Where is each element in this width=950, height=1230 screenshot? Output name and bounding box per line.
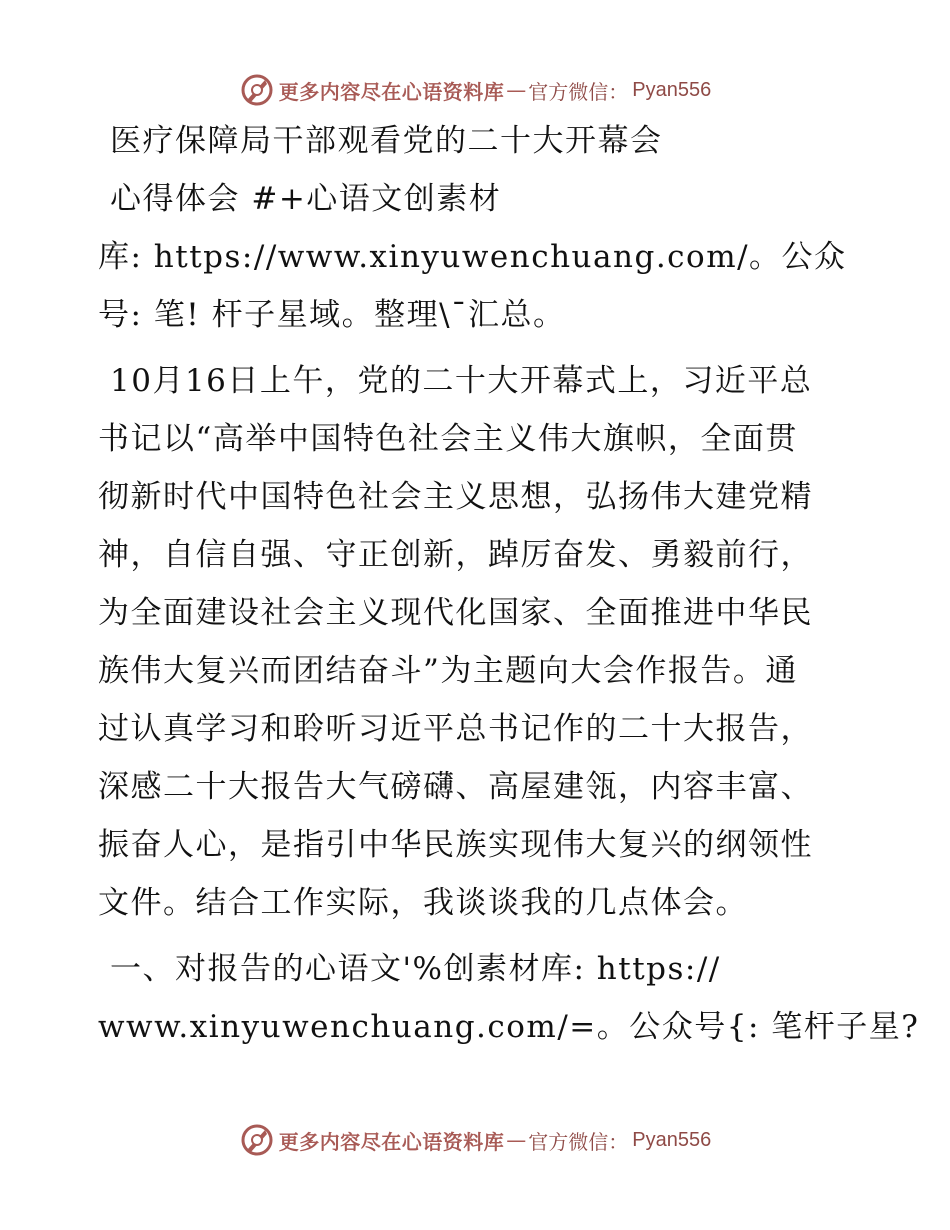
quill-seal-icon — [239, 1122, 275, 1158]
document-title: 医疗保障局干部观看党的二十大开幕会 — [110, 123, 663, 159]
document-source-line: 库: https://www.xinyuwenchuang.com/。公众 — [98, 239, 847, 275]
watermark-wechat-handle: Pyan556 — [632, 1128, 712, 1151]
header-watermark — [0, 70, 950, 110]
watermark-promo-text: 更多内容尽在心语资料库 — [278, 79, 505, 104]
paragraph-line: 深感二十大报告大气磅礴、高屋建瓴，内容丰富、 — [98, 769, 813, 805]
watermark-wechat-handle: Pyan556 — [632, 78, 712, 101]
paragraph-line: 神，自信自强、守正创新，踔厉奋发、勇毅前行， — [98, 537, 813, 573]
paragraph-line: 10月16日上午，党的二十大开幕式上，习近平总 — [110, 363, 813, 399]
quill-seal-icon — [239, 72, 275, 108]
watermark-wechat-label: 官方微信： — [528, 1129, 629, 1154]
document-body — [98, 112, 920, 1056]
watermark-separator: — — [506, 78, 527, 102]
paragraph-line: 族伟大复兴而团结奋斗”为主题向大会作报告。通 — [98, 653, 798, 689]
section-heading-line: www.xinyuwenchuang.com/=。公众号{: 笔杆子星? — [98, 1009, 920, 1045]
paragraph-line: 文件。结合工作实际，我谈谈我的几点体会。 — [98, 885, 748, 921]
footer-watermark — [0, 1120, 950, 1160]
paragraph-line: 书记以“高举中国特色社会主义伟大旗帜，全面贯 — [98, 421, 798, 457]
watermark-wechat-label: 官方微信： — [528, 79, 629, 104]
document-subtitle: 心得体会 #+心语文创素材 — [110, 181, 502, 217]
watermark-promo-text: 更多内容尽在心语资料库 — [278, 1129, 505, 1154]
document-source-line: 号: 笔! 杆子星域。整理\¯汇总。 — [98, 297, 566, 333]
paragraph-line: 彻新时代中国特色社会主义思想，弘扬伟大建党精 — [98, 479, 813, 515]
paragraph-line: 为全面建设社会主义现代化国家、全面推进中华民 — [98, 595, 813, 631]
watermark-separator: — — [506, 1128, 527, 1152]
paragraph-line: 振奋人心，是指引中华民族实现伟大复兴的纲领性 — [98, 827, 813, 863]
section-heading-line: 一、对报告的心语文'%创素材库: https:// — [110, 951, 721, 987]
paragraph-line: 过认真学习和聆听习近平总书记作的二十大报告， — [98, 711, 813, 747]
